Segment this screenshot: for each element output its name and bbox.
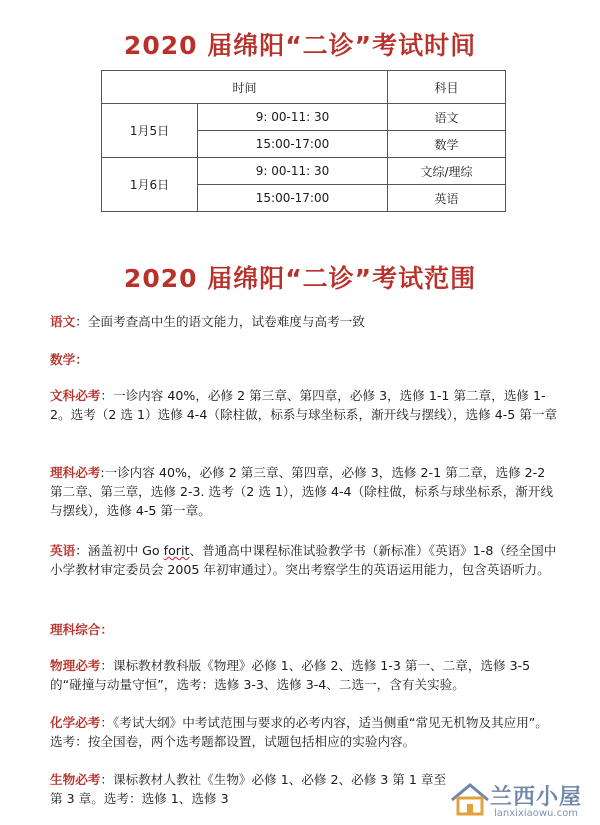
header-time: 时间 [102, 71, 388, 104]
label-shuxue: 数学： [50, 352, 88, 367]
section-yuwen [50, 312, 560, 331]
label-wuli: 物理必考 [50, 658, 101, 673]
text-yingyu-spell: forit [163, 543, 190, 558]
subject-cell: 语文 [388, 104, 506, 131]
label-like: 理科必考 [50, 465, 101, 480]
watermark [448, 778, 598, 822]
time-cell: 15:00-17:00 [198, 131, 388, 158]
time-cell: 9: 00-11: 30 [198, 104, 388, 131]
date-cell: 1月6日 [102, 158, 198, 212]
section-wuli [50, 656, 560, 694]
label-wenke: 文科必考 [50, 388, 101, 403]
scope-title: 2020 届绵阳“二诊”考试范围 [123, 264, 477, 293]
time-cell: 9: 00-11: 30 [198, 158, 388, 185]
subject-cell: 文综/理综 [388, 158, 506, 185]
text-huaxue: ：《考试大纲》中考试范围与要求的必考内容，适当侧重“常见无机物及其应用”。选考：按全国卷，两个选考题都设置，试题包括相应的实验内容。 [50, 715, 548, 749]
subject-cell: 英语 [388, 185, 506, 212]
text-yingyu-a: ：涵盖初中 Go [75, 543, 164, 558]
section-wenke [50, 386, 560, 424]
label-yuwen: 语文 [50, 314, 76, 329]
label-huaxue: 化学必考 [50, 715, 101, 730]
label-zonghe: 理科综合： [50, 622, 113, 637]
section-yingyu [50, 541, 560, 579]
label-yingyu: 英语 [50, 543, 76, 558]
section-like [50, 463, 560, 520]
text-wuli: ：课标教材教科版《物理》必修 1、必修 2、选修 1-3 第一、二章，选修 3-5 的“碰撞与动量守恒”，选考：选修 3-3、选修 3-4、二选一，含有关实验。 [50, 658, 531, 692]
date-cell: 1月5日 [102, 104, 198, 158]
section-shengwu [50, 770, 450, 808]
subject-cell: 数学 [388, 131, 506, 158]
text-like: :一诊内容 40%，必修 2 第三章、第四章，必修 3，选修 2-1 第二章，选修 2-2 第二章、第三章，选修 2-3. 选考（2 选 1），选修 4-4（除柱做，标系与球坐标系，渐开线与摆线），选修 4-5 第一章。 [50, 465, 554, 518]
label-shengwu: 生物必考 [50, 772, 101, 787]
time-cell: 15:00-17:00 [198, 185, 388, 212]
watermark-name: 兰西小屋 [490, 785, 583, 810]
section-shuxue [50, 350, 560, 369]
watermark-url: lanxixiaowu.com [494, 808, 578, 819]
exam-schedule-table [101, 70, 506, 212]
header-subject: 科目 [388, 71, 506, 104]
text-yuwen: ：全面考查高中生的语文能力，试卷难度与高考一致 [75, 314, 365, 329]
house-logo-icon [448, 780, 492, 818]
section-zonghe [50, 620, 560, 639]
text-wenke: ：一诊内容 40%，必修 2 第三章、第四章，必修 3，选修 1-1 第二章，选修 1-2。选考（2 选 1）选修 4-4（除柱做，标系与球坐标系，渐开线与摆线），选修 4-5 第一章 [50, 388, 558, 422]
table-row [102, 158, 506, 185]
text-yingyu-b: 、普通高中课程标准试验教学书（新标准）《英语》1-8（经全国中小学教材审定委员会 2005 年初审通过）。突出考察学生的英语运用能力，包含英语听力。 [50, 543, 557, 577]
section-huaxue [50, 713, 560, 751]
text-shengwu: ：课标教材人教社《生物》必修 1、必修 2、必修 3 第 1 章至第 3 章。选考：选修 1、选修 3 [50, 772, 447, 806]
table-row [102, 104, 506, 131]
schedule-title: 2020 届绵阳“二诊”考试时间 [123, 31, 477, 60]
table-header-row [102, 71, 506, 104]
